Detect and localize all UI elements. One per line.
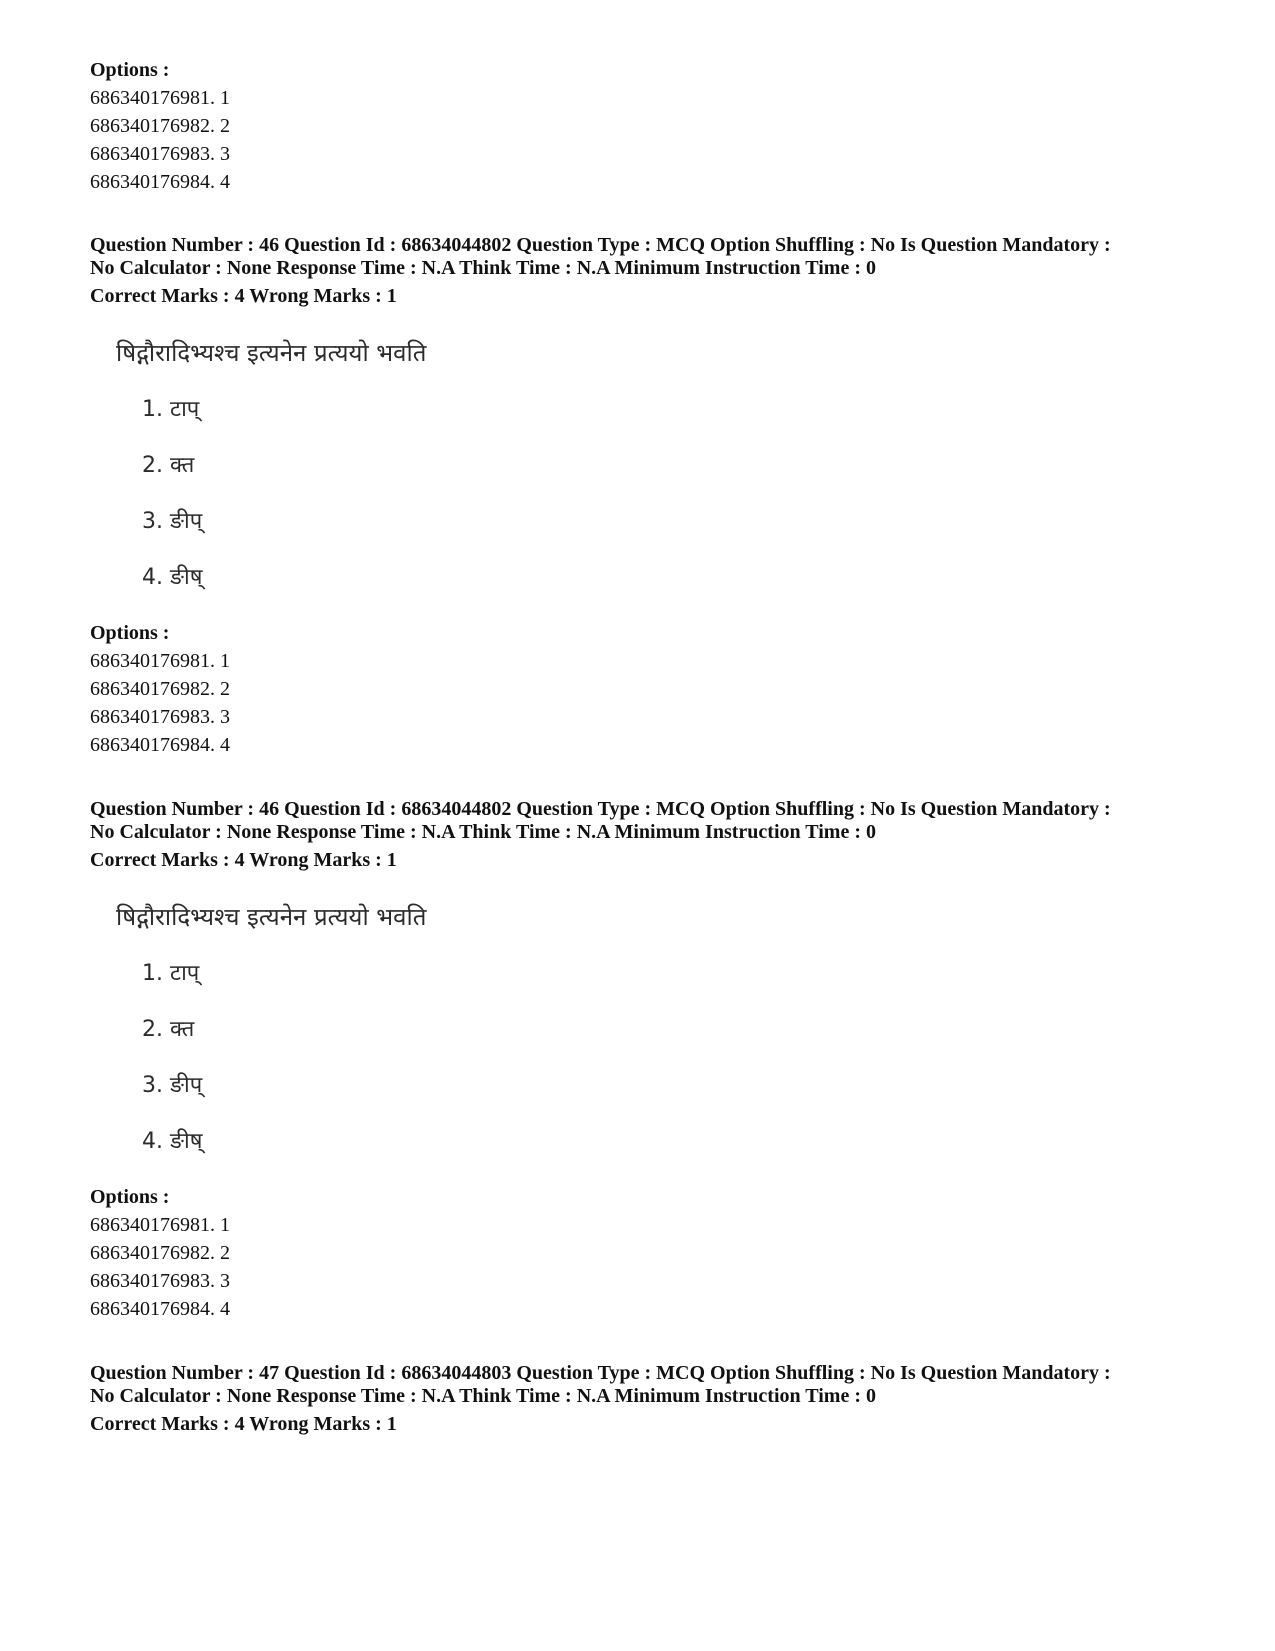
- question-header-line2: No Calculator : None Response Time : N.A Think Time : N.A Minimum Instruction Time : 0: [90, 821, 876, 843]
- question-choice: 3. ङीप्: [142, 1073, 203, 1098]
- question-choice: 4. ङीष्: [142, 565, 203, 590]
- option-line: 686340176982. 2: [90, 115, 230, 137]
- option-line: 686340176981. 1: [90, 1214, 230, 1236]
- question-choice: 2. क्त: [142, 453, 195, 478]
- question-choice: 1. टाप्: [142, 397, 200, 422]
- question-marks: Correct Marks : 4 Wrong Marks : 1: [90, 285, 397, 307]
- option-line: 686340176982. 2: [90, 1242, 230, 1264]
- option-line: 686340176984. 4: [90, 1298, 230, 1320]
- options-label: Options :: [90, 1186, 170, 1208]
- question-choice: 2. क्त: [142, 1017, 195, 1042]
- question-header-line1: Question Number : 47 Question Id : 68634044803 Question Type : MCQ Option Shuffling : No Is Question Mandatory :: [90, 1362, 1111, 1384]
- question-stem: षिद्गौरादिभ्यश्च इत्यनेन प्रत्ययो भवति: [116, 903, 427, 931]
- option-line: 686340176981. 1: [90, 87, 230, 109]
- options-label: Options :: [90, 59, 170, 81]
- question-marks: Correct Marks : 4 Wrong Marks : 1: [90, 849, 397, 871]
- option-line: 686340176984. 4: [90, 734, 230, 756]
- option-line: 686340176983. 3: [90, 706, 230, 728]
- question-header-line2: No Calculator : None Response Time : N.A Think Time : N.A Minimum Instruction Time : 0: [90, 257, 876, 279]
- option-line: 686340176983. 3: [90, 143, 230, 165]
- question-header-line1: Question Number : 46 Question Id : 68634044802 Question Type : MCQ Option Shuffling : No Is Question Mandatory :: [90, 798, 1111, 820]
- question-marks: Correct Marks : 4 Wrong Marks : 1: [90, 1413, 397, 1435]
- option-line: 686340176984. 4: [90, 171, 230, 193]
- question-choice: 4. ङीष्: [142, 1129, 203, 1154]
- option-line: 686340176982. 2: [90, 678, 230, 700]
- options-label: Options :: [90, 622, 170, 644]
- question-choice: 1. टाप्: [142, 961, 200, 986]
- question-header-line2: No Calculator : None Response Time : N.A Think Time : N.A Minimum Instruction Time : 0: [90, 1385, 876, 1407]
- question-choice: 3. ङीप्: [142, 509, 203, 534]
- question-header-line1: Question Number : 46 Question Id : 68634044802 Question Type : MCQ Option Shuffling : No Is Question Mandatory :: [90, 234, 1111, 256]
- option-line: 686340176983. 3: [90, 1270, 230, 1292]
- option-line: 686340176981. 1: [90, 650, 230, 672]
- question-stem: षिद्गौरादिभ्यश्च इत्यनेन प्रत्ययो भवति: [116, 339, 427, 367]
